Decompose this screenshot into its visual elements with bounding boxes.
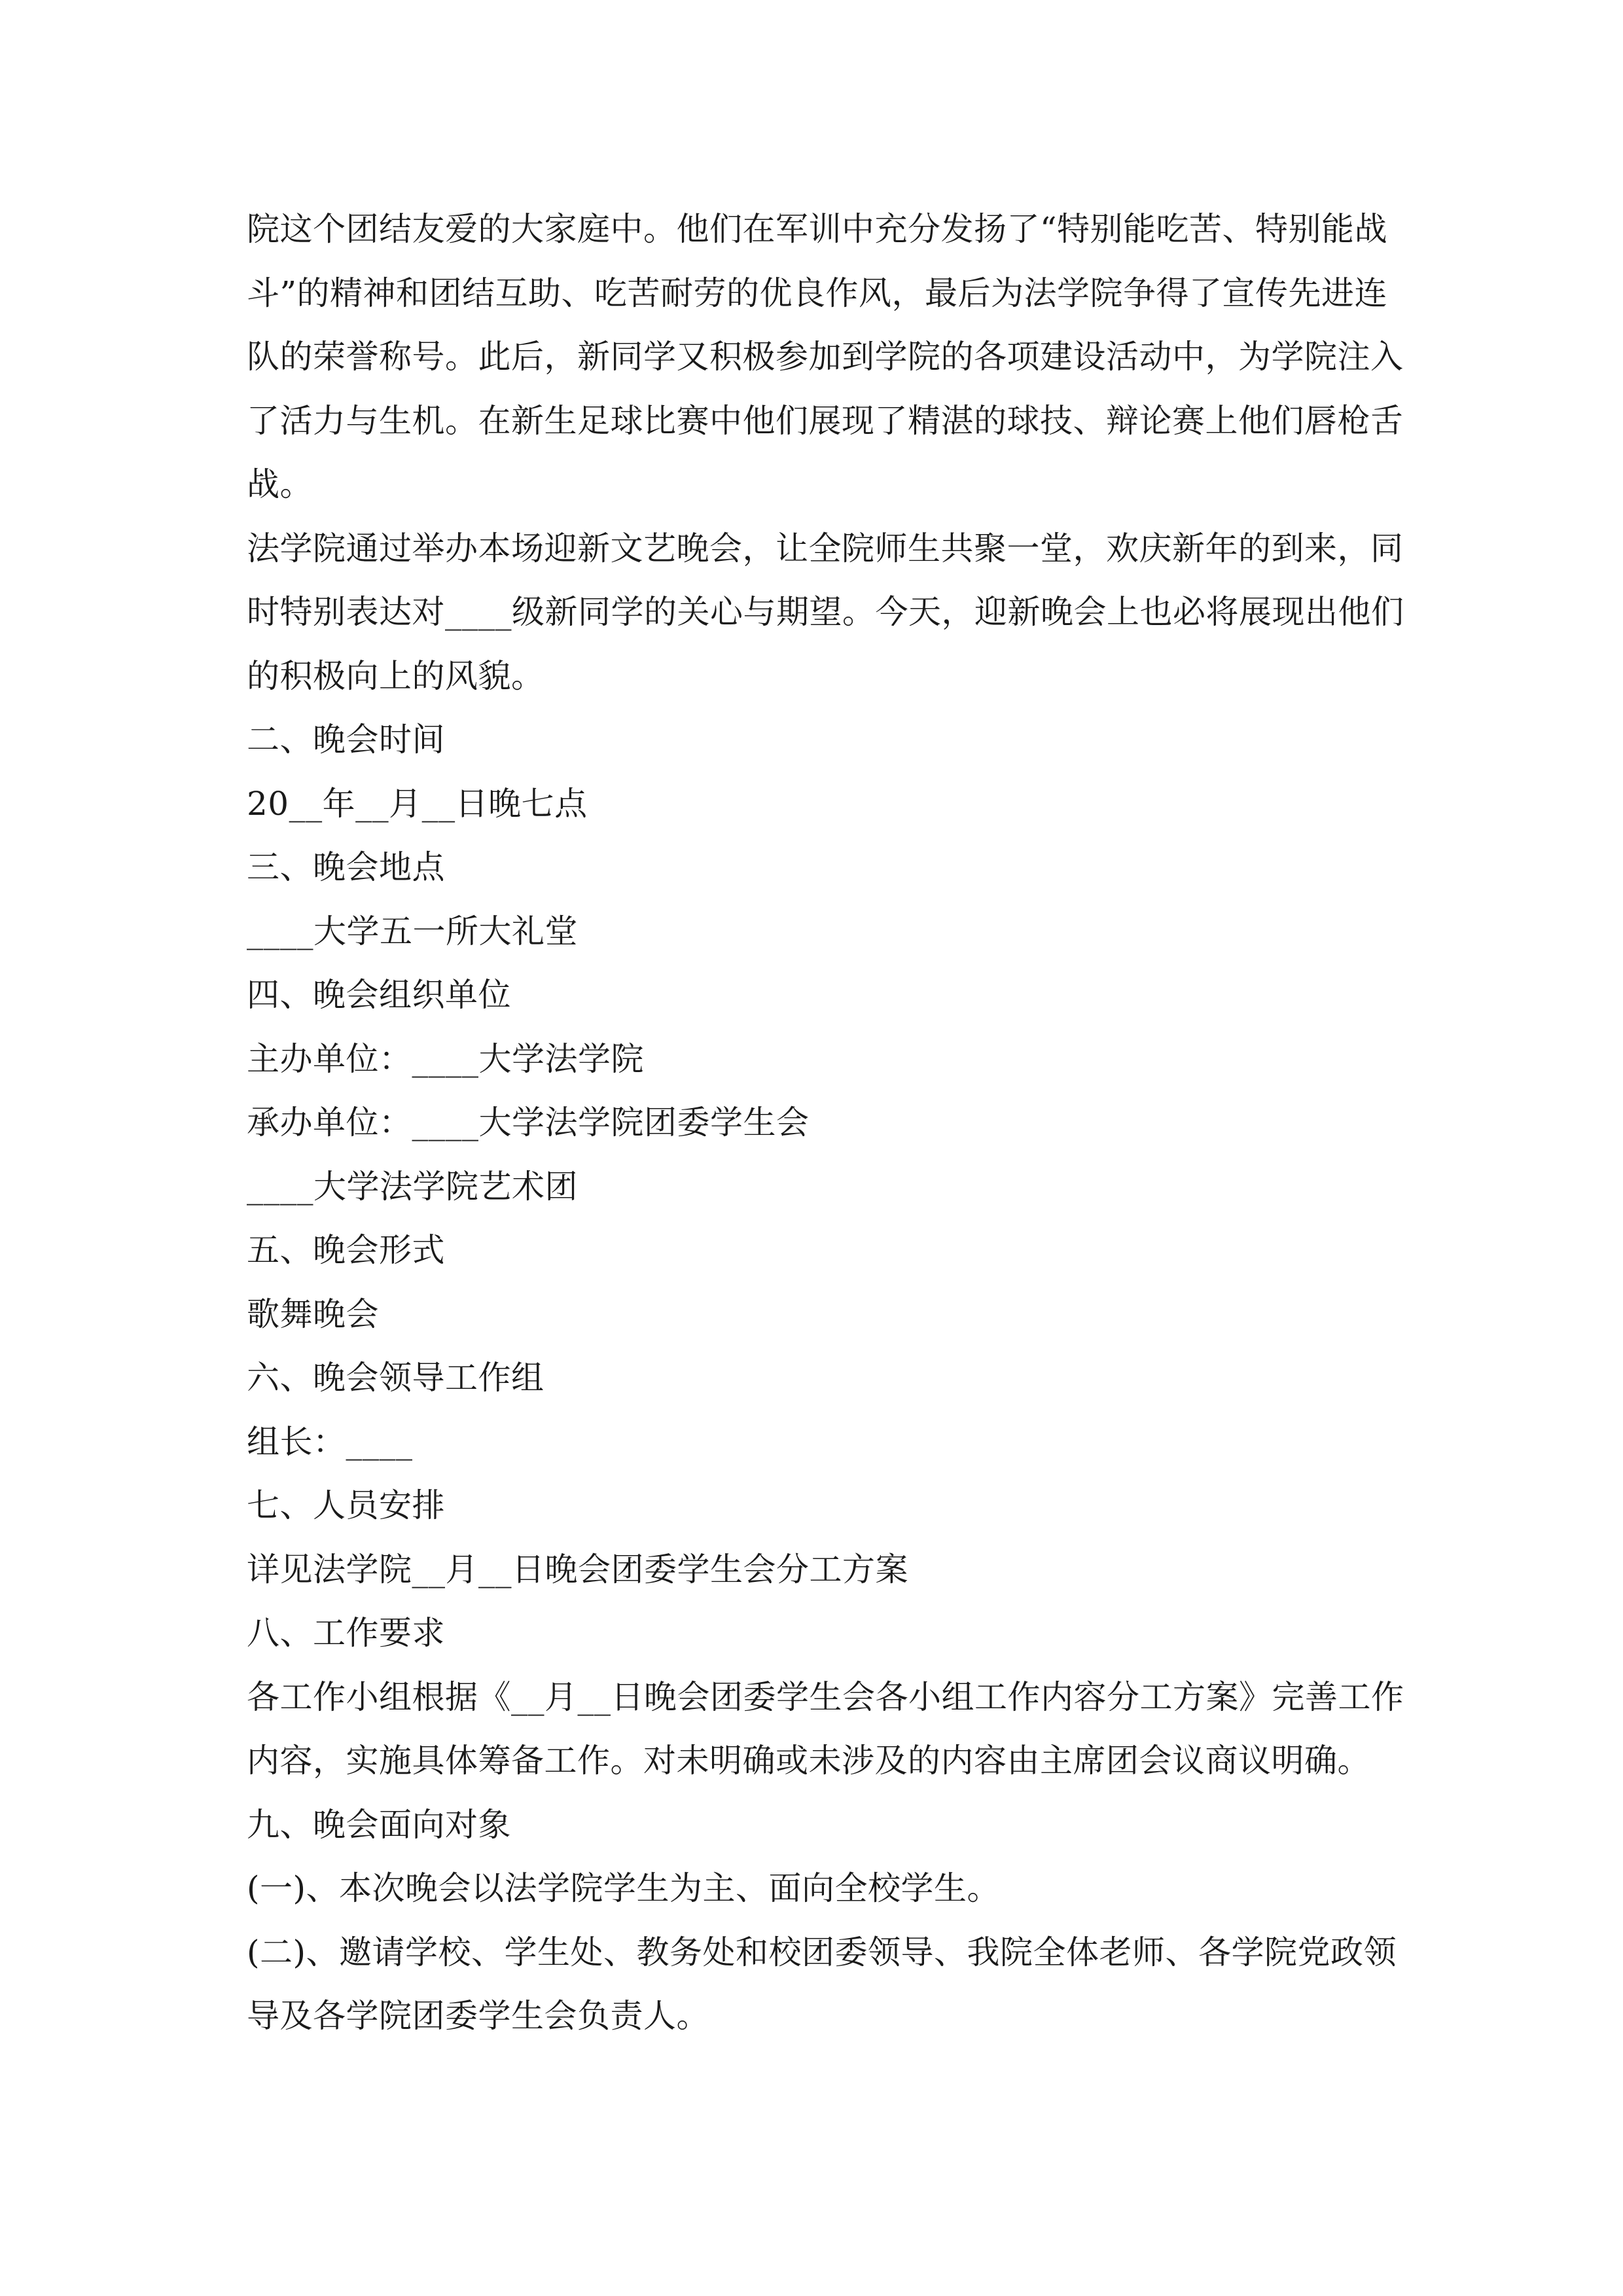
requirements-line: 各工作小组根据《__月__日晚会团委学生会各小组工作内容分工方案》完善工作	[247, 1677, 1404, 1716]
organizer-unit: 承办单位：____大学法学院团委学生会	[247, 1103, 810, 1141]
event-venue: ____大学五一所大礼堂	[247, 912, 578, 950]
audience-item: 导及各学院团委学生会负责人。	[247, 1997, 709, 2035]
requirements-line: 内容，实施具体筹备工作。对未明确或未涉及的内容由主席团会议商议明确。	[247, 1742, 1370, 1780]
host-unit: 主办单位：____大学法学院	[247, 1039, 644, 1078]
audience-item: (一)、本次晚会以法学院学生为主、面向全校学生。	[247, 1869, 1001, 1907]
audience-item: (二)、邀请学校、学生处、教务处和校团委领导、我院全体老师、各学院党政领	[247, 1933, 1397, 1971]
staffing-plan: 详见法学院__月__日晚会团委学生会分工方案	[247, 1550, 908, 1588]
event-format: 歌舞晚会	[247, 1295, 379, 1333]
event-time: 20__年__月__日晚七点	[247, 784, 588, 823]
paragraph-line: 时特别表达对____级新同学的关心与期望。今天，迎新晚会上也必将展现出他们	[247, 593, 1404, 631]
art-troupe: ____大学法学院艺术团	[247, 1167, 578, 1206]
section-heading-requirements: 八、工作要求	[247, 1614, 445, 1652]
section-heading-venue: 三、晚会地点	[247, 848, 445, 886]
team-leader: 组长：____	[247, 1422, 413, 1461]
paragraph-line: 院这个团结友爱的大家庭中。他们在军训中充分发扬了“特别能吃苦、特别能战	[247, 210, 1388, 248]
paragraph-line: 法学院通过举办本场迎新文艺晚会，让全院师生共聚一堂，欢庆新年的到来，同	[247, 529, 1404, 567]
section-heading-time: 二、晚会时间	[247, 721, 445, 759]
section-heading-leadership: 六、晚会领导工作组	[247, 1359, 544, 1397]
section-heading-audience: 九、晚会面向对象	[247, 1805, 511, 1844]
section-heading-format: 五、晚会形式	[247, 1231, 445, 1269]
section-heading-staffing: 七、人员安排	[247, 1486, 445, 1524]
document-page	[247, 198, 1404, 2049]
paragraph-line: 的积极向上的风貌。	[247, 656, 544, 695]
section-heading-organizers: 四、晚会组织单位	[247, 976, 511, 1014]
paragraph-line: 队的荣誉称号。此后，新同学又积极参加到学院的各项建设活动中，为学院注入	[247, 338, 1404, 376]
paragraph-line: 斗”的精神和团结互助、吃苦耐劳的优良作风，最后为法学院争得了宣传先进连	[247, 274, 1388, 312]
paragraph-line: 了活力与生机。在新生足球比赛中他们展现了精湛的球技、辩论赛上他们唇枪舌	[247, 401, 1404, 440]
paragraph-line: 战。	[247, 465, 313, 503]
